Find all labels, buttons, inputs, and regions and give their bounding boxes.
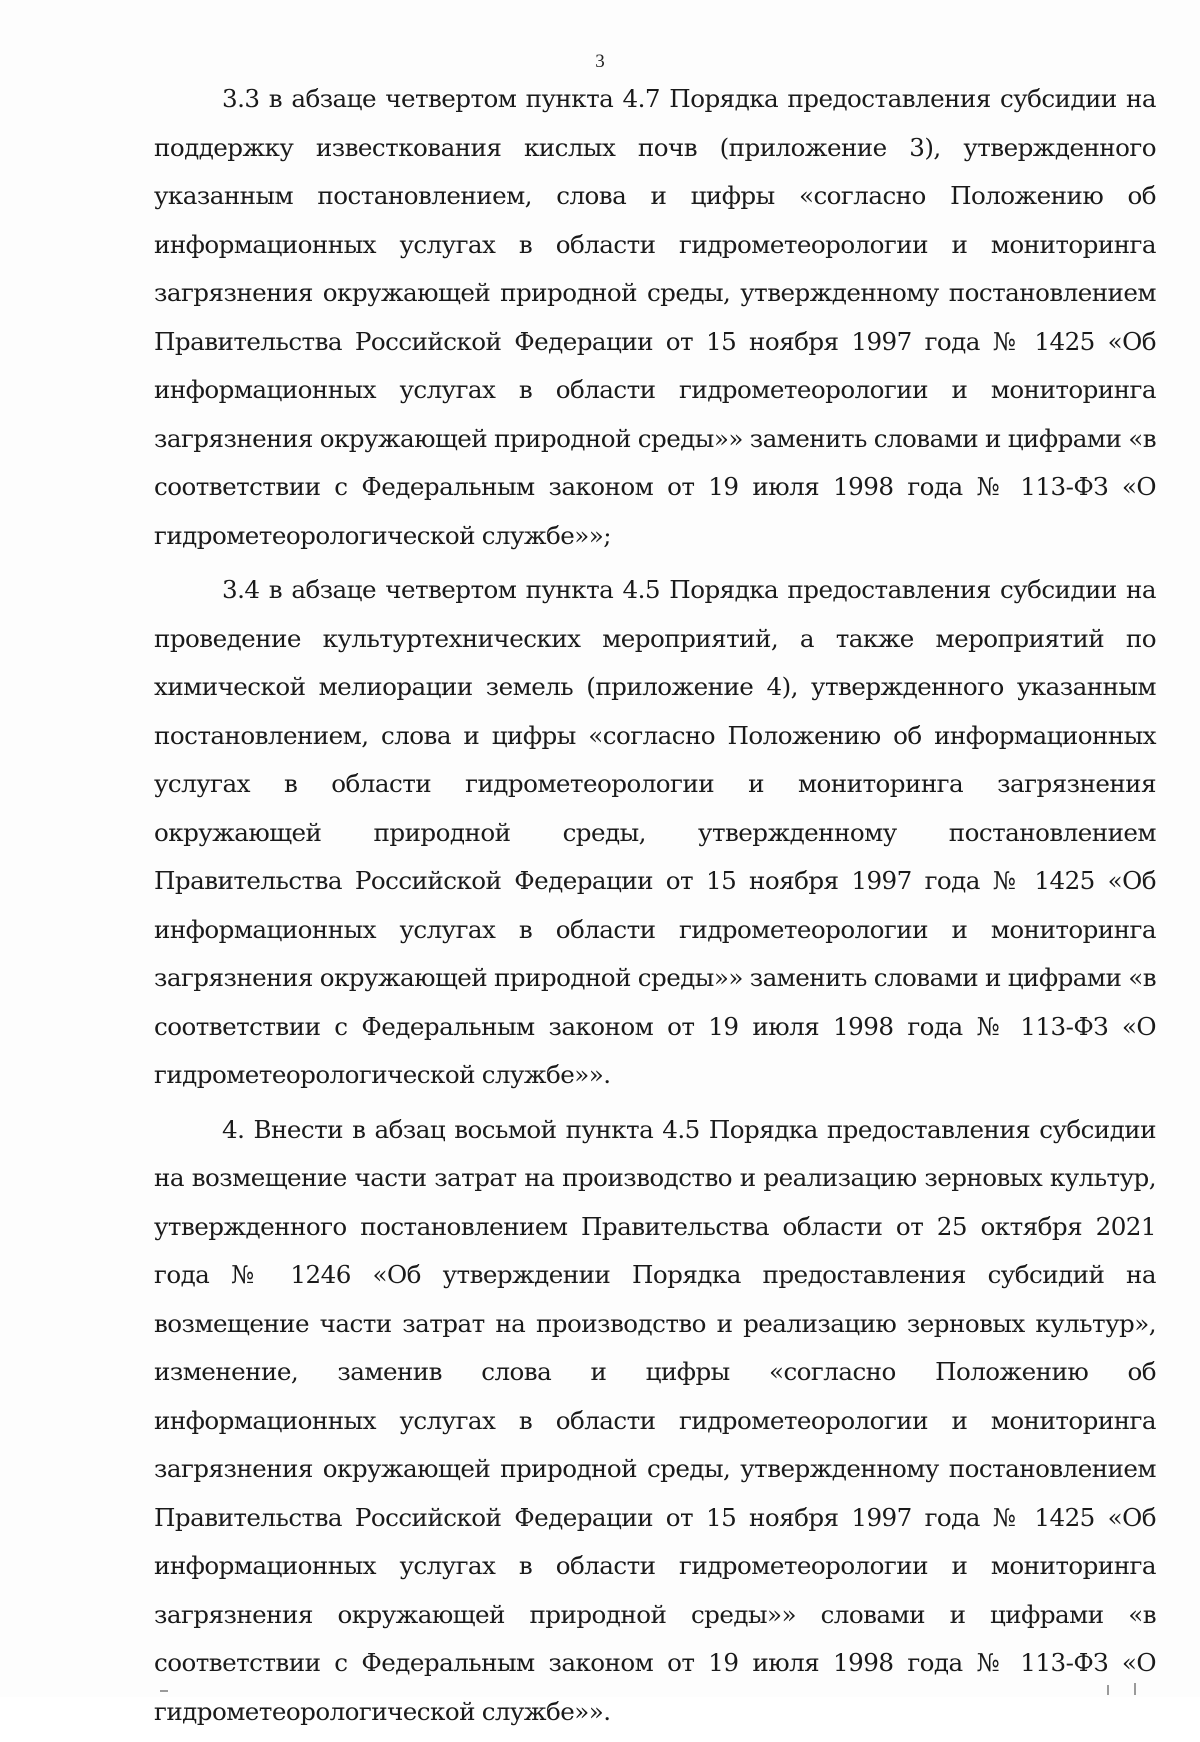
scan-artifact [1134,1683,1136,1695]
document-body [154,75,1156,1742]
page-number: 3 [595,51,605,72]
scan-artifact [160,1690,168,1692]
paragraph-4: 4. Внести в абзац восьмой пункта 4.5 Порядка предоставления субсидии на возмещение части затрат на производство и реализацию зерновых культур, утвержденного постановлением Правительства области от 25 октября 2021 года № 1246 «Об утверждении Порядка предоставления субсидий на возмещение части затрат на производство и реализацию зерновых культур», изменение, заменив слова и цифры «согласно Положению об информационных услугах в области гидрометеорологии и мониторинга загрязнения окружающей природной среды, утвержденному постановлением Правительства Российской Федерации от 15 ноября 1997 года № 1425 «Об информационных услугах в области гидрометеорологии и мониторинга загрязнения окружающей природной среды»» словами и цифрами «в соответствии с Федеральным законом от 19 июля 1998 года № 113-ФЗ «О гидрометеорологической службе»». [154,1114,1156,1726]
paragraph-3-3: 3.3 в абзаце четвертом пункта 4.7 Порядка предоставления субсидии на поддержку известкования кислых почв (приложение 3), утвержденного указанным постановлением, слова и цифры «согласно Положению об информационных услугах в области гидрометеорологии и мониторинга загрязнения окружающей природной среды, утвержденному постановлением Правительства Российской Федерации от 15 ноября 1997 года № 1425 «Об информационных услугах в области гидрометеорологии и мониторинга загрязнения окружающей природной среды»» заменить словами и цифрами «в соответствии с Федеральным законом от 19 июля 1998 года № 113-ФЗ «О гидрометеорологической службе»»; [154,84,1156,550]
paragraph-3-4: 3.4 в абзаце четвертом пункта 4.5 Порядка предоставления субсидии на проведение культуртехнических мероприятий, а также мероприятий по химической мелиорации земель (приложение 4), утвержденного указанным постановлением, слова и цифры «согласно Положению об информационных услугах в области гидрометеорологии и мониторинга загрязнения окружающей природной среды, утвержденному постановлением Правительства Российской Федерации от 15 ноября 1997 года № 1425 «Об информационных услугах в области гидрометеорологии и мониторинга загрязнения окружающей природной среды»» заменить словами и цифрами «в соответствии с Федеральным законом от 19 июля 1998 года № 113-ФЗ «О гидрометеорологической службе»». [154,575,1156,1089]
scan-artifact [1107,1685,1109,1695]
